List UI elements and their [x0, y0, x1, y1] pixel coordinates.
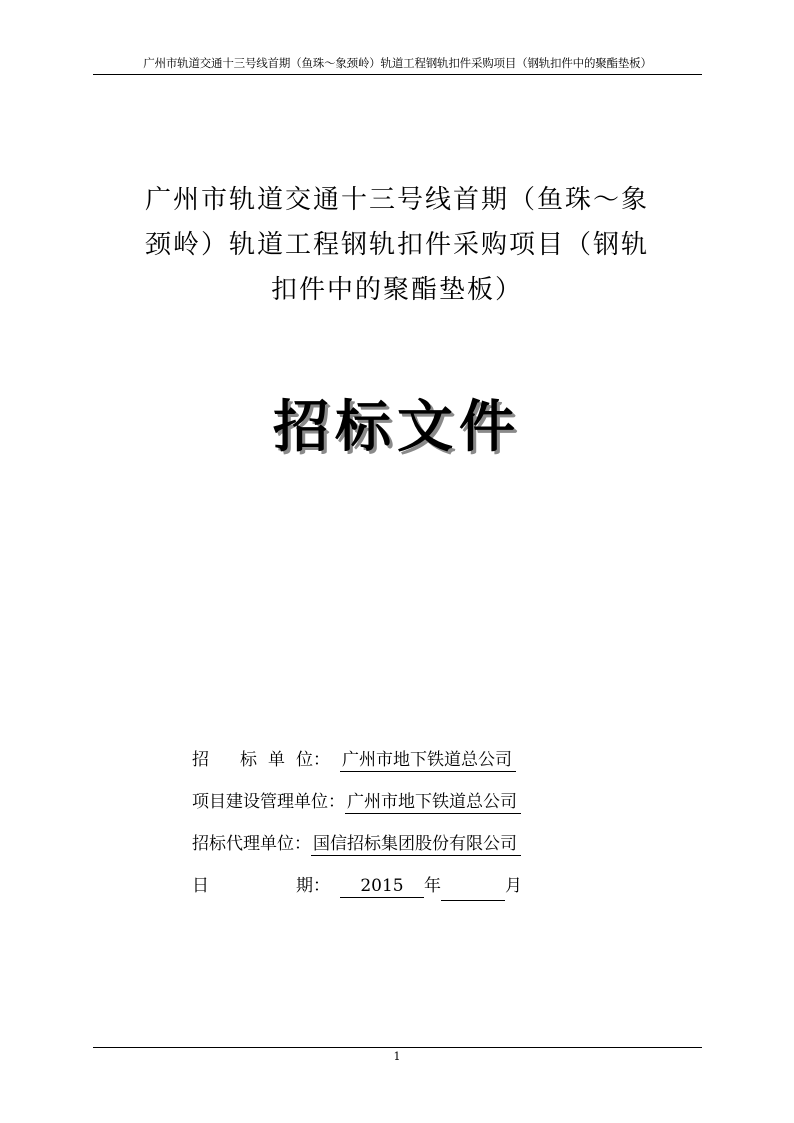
running-header: 广州市轨道交通十三号线首期（鱼珠～象颈岭）轨道工程钢轨扣件采购项目（钢轨扣件中的聚酯垫板） [93, 55, 702, 75]
project-manager-value: 广州市地下铁道总公司 [345, 791, 521, 814]
tenderer-label-char-4: 位： [296, 750, 330, 770]
agent-value: 国信招标集团股份有限公司 [311, 833, 521, 856]
project-title [96, 178, 698, 313]
date-month-value [441, 878, 505, 901]
footer-divider [93, 1047, 702, 1048]
agent-row [192, 829, 522, 859]
project-title-line-3: 扣件中的聚酯垫板） [270, 275, 523, 305]
tenderer-row [192, 745, 522, 775]
tenderer-label-char-3: 单 [268, 750, 285, 770]
date-year-unit: 年 [424, 876, 441, 896]
date-row [192, 871, 522, 901]
project-manager-row [192, 787, 522, 817]
date-label-char-1: 日 [192, 876, 209, 896]
date-month-unit: 月 [505, 876, 522, 896]
page-number: 1 [393, 1050, 401, 1063]
date-year-value: 2015 [340, 875, 424, 898]
tenderer-value: 广州市地下铁道总公司 [340, 749, 516, 772]
project-title-line-1: 广州市轨道交通十三号线首期（鱼珠～象 [144, 185, 649, 215]
document-type-heading: 招标文件 [273, 395, 521, 460]
agent-label: 招标代理单位： [192, 834, 311, 854]
tenderer-label-char-1: 招 [192, 750, 209, 770]
date-label-char-2: 期： [296, 876, 330, 896]
date-label [192, 871, 340, 901]
tenderer-label-char-2: 标 [240, 750, 257, 770]
project-manager-label: 项目建设管理单位： [192, 792, 345, 812]
info-block [192, 745, 522, 913]
project-title-line-2: 颈岭）轨道工程钢轨扣件采购项目（钢轨 [144, 230, 649, 260]
tenderer-label [192, 745, 340, 775]
